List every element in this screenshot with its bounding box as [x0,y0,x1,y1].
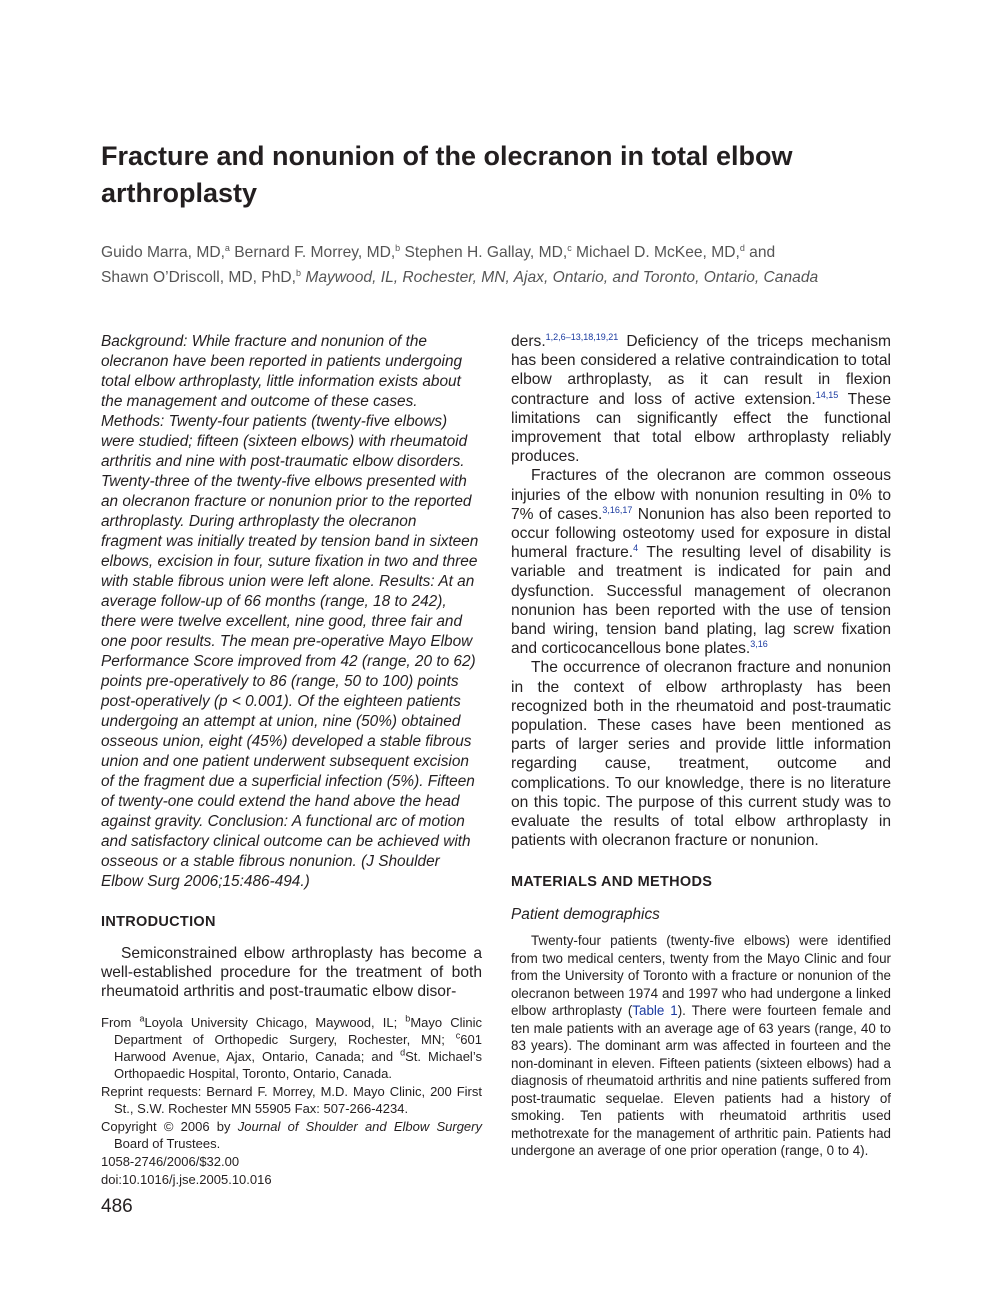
affiliation-mark: a [224,242,230,253]
citation-link[interactable]: 1,2,6–13,18,19,21 [545,331,619,342]
right-column-body [511,332,891,850]
demographics-paragraph: Twenty-four patients (twenty-five elbows) were identified from two medical centers, twenty from the Mayo Clinic and four from the University of Toronto with a fracture or nonunion of the olecranon between 1974 and 1997 who had undergone a linked elbow arthroplasty (Table 1). There were fourteen female and ten male patients with an average age of 63 years (range, 40 to 83 years). The dominant arm was affected in fourteen and the non-dominant in eleven. Fifteen patients (sixteen elbows) had a diagnosis of rheumatoid arthritis and nine patients suffered from post-traumatic sequelae. Eleven patients had a history of smoking. Ten patients with rheumatoid arthritis used methotrexate for the management of arthritic pain. Patients had undergone an average of one prior operation (range, 0 to 4). [511,933,891,1158]
copyright-note: Copyright © 2006 by Journal of Shoulder and Elbow Surgery Board of Trustees. [101,1119,482,1151]
article-footnotes [101,1014,482,1189]
intro-paragraph: The occurrence of olecranon fracture and nonunion in the context of elbow arthroplasty has been recognized both in the rheumatoid and post-traumatic population. These cases have been mentioned as parts of larger series and provide little information regarding cause, treatment, outcome and complications. To our knowledge, there is no literature on this topic. The purpose of this current study was to evaluate the results of total elbow arthroplasty in patients with olecranon fracture or nonunion. [511,659,891,850]
author-name: Bernard F. Morrey, MD, [234,244,396,261]
affiliation-mark: b [395,242,401,253]
and-word: and [749,244,776,261]
intro-paragraph: Fractures of the olecranon are common osseous injuries of the elbow with nonunion resulting in 0% to 7% of cases.$^{3,16,17}$ Nonunion has also been reported to occur following osteotomy used for exposure in distal humeral fracture.$^4$ The resulting level of disability is variable and treatment is indicated for pain and dysfunction. Successful management of olecranon nonunion has been reported with the use of tension band wiring, tension band plating, lag screw fixation and corticocancellous bone plates.$^{3,16}$ [511,467,892,658]
author-name: Stephen H. Gallay, MD, [404,244,568,261]
page-number: 486 [101,1196,133,1217]
author-name: Shawn O’Driscoll, MD, PhD, [101,269,296,286]
patient-demographics-subheading: Patient demographics [511,906,660,923]
author-list [101,240,901,290]
reprint-note: Reprint requests: Bernard F. Morrey, M.D. Mayo Clinic, 200 First St., S.W. Rochester MN 55905 Fax: 507-266-4234. [101,1084,482,1116]
author-name: Michael D. McKee, MD, [576,244,740,261]
table-1-link[interactable]: Table 1 [632,1003,678,1018]
affiliation-mark: b [295,267,301,278]
author-locations: Maywood, IL, Rochester, MN, Ajax, Ontario, and Toronto, Ontario, Canada [305,269,819,286]
citation-link[interactable]: 14,15 [815,389,839,400]
issn-note: 1058-2746/2006/$32.00 [101,1154,240,1169]
introduction-heading: INTRODUCTION [101,914,216,930]
citation-link[interactable]: 4 [633,543,639,554]
author-name: Guido Marra, MD, [101,244,225,261]
article-title: Fracture and nonunion of the olecranon in total elbow arthroplasty [101,141,793,208]
introduction-body [101,944,482,1002]
intro-paragraph-continued: ders.$^{1,2,6-13,18,19,21}$ Deficiency of the triceps mechanism has been considered a relative contraindication to total elbow arthroplasty, as it can result in flexion contracture and loss of active extension.$^{14,15}$ These limitations can significantly effect the functional improvement that total elbow arthroplasty reliably produces. [511,331,892,466]
citation-link[interactable]: 3,16 [750,639,768,650]
doi-note: doi:10.1016/j.jse.2005.10.016 [101,1172,272,1187]
methods-heading: MATERIALS AND METHODS [511,874,713,890]
affiliation-mark: d [739,242,745,253]
demographics-body [511,932,891,1160]
affiliations-note: From $^a$Loyola University Chicago, Maywood, IL; $^b$Mayo Clinic Department of Orthopedic Surgery, Rochester, MN; $^c$601 Harwood Avenue, Ajax, Ontario, Canada; and $^d$St. Michael’s Orthopaedic Hospital, Toronto, Ontario, Canada. [101,1013,482,1081]
introduction-paragraph: Semiconstrained elbow arthroplasty has become a well-established procedure for the treatment of both rheumatoid arthritis and post-traumatic elbow disor- [101,945,482,1001]
citation-link[interactable]: 3,16,17 [602,504,633,515]
abstract: Background: While fracture and nonunion of the olecranon have been reported in patients undergoing total elbow arthroplasty, little information exists about the management and outcome of these cases. Methods: Twenty-four patients (twenty-five elbows) were studied; fifteen (sixteen elbows) with rheumatoid arthritis and nine with post-traumatic elbow disorders. Twenty-three of the twenty-five elbows presented with an olecranon fracture or nonunion prior to the reported arthroplasty. During arthroplasty the olecranon fragment was initially treated by tension band in sixteen elbows, excision in four, suture fixation in two and three with stable fibrous union were left alone. Results: At an average follow-up of 66 months (range, 18 to 242), there were twelve excellent, nine good, three fair and one poor results. The mean pre-operative Mayo Elbow Performance Score improved from 42 (range, 20 to 62) points pre-operatively to 86 (range, 50 to 100) points post-operatively (p < 0.001). Of the eighteen patients undergoing an attempt at union, nine (50%) obtained osseous union, eight (45%) developed a stable fibrous union and one patient underwent subsequent excision of the fragment due a superficial infection (5%). Fifteen of twenty-one could extend the hand above the head against gravity. Conclusion: A functional arc of motion and satisfactory clinical outcome can be achieved with osseous or a stable fibrous nonunion. (J Shoulder Elbow Surg 2006;15:486-494.) [101,333,479,890]
affiliation-mark: c [567,242,572,253]
